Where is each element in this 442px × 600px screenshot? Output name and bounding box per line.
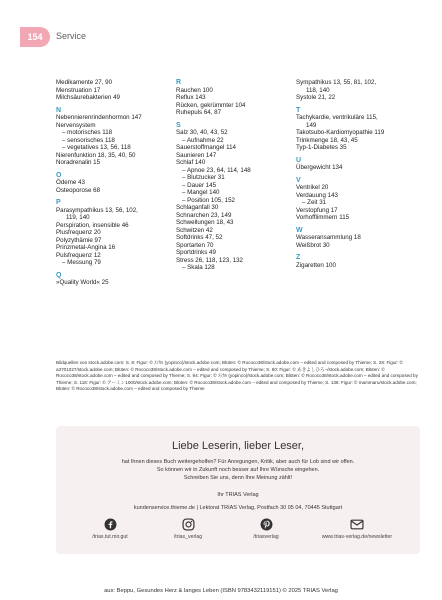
social-label-newsletter: www.trias-verlag.de/newsletter [321, 534, 393, 540]
index-entry: Sportdrinks 49 [176, 249, 216, 256]
index-entry: Verstopfung 17 [296, 206, 338, 214]
index-entry: Ventrikel 20 [296, 184, 329, 191]
social-link-pinterest[interactable] [226, 518, 306, 540]
section-title: Service [56, 31, 87, 41]
feedback-line-2: So können wir in Zukunft noch besser auf Ihre Wünsche eingehen. [156, 467, 320, 474]
index-letter-heading: R [176, 79, 182, 86]
social-label-facebook: /trias.tut.mir.gut [92, 534, 128, 540]
index-letter-heading: S [176, 121, 181, 129]
page-number: 154 [20, 27, 50, 47]
index-entry: Plusfrequenz 20 [56, 229, 101, 236]
index-entry: Saunieren 147 [176, 151, 217, 159]
index-letter-heading: V [296, 176, 301, 184]
index-subentry: – Position 105, 152 [182, 196, 235, 204]
index-entry: Nierenfunktion 18, 35, 40, 50 [56, 151, 136, 159]
index-subentry: – motorisches 118 [62, 129, 113, 136]
index-entry: Tachykardie, ventrikuläre 115, [296, 114, 378, 121]
index-column-1 [56, 79, 166, 287]
index-entry: Trinkmenge 18, 43, 45 [296, 136, 358, 144]
index-entry: Übergewicht 134 [296, 164, 343, 171]
index-letter-heading: U [296, 156, 302, 164]
feedback-box [56, 426, 420, 554]
feedback-signature: Ihr TRIAS Verlag [217, 492, 259, 498]
feedback-title: Liebe Leserin, lieber Leser, [171, 440, 305, 452]
feedback-body [74, 458, 402, 483]
index-entry: Prinzmetal-Angina 16 [56, 244, 116, 251]
index-entry: Takotsubo-Kardiomyopathie 119 [296, 129, 385, 136]
index-entry: Verdauung 143 [296, 191, 338, 199]
index-entry: Salz 30, 40, 43, 52 [176, 129, 228, 136]
index-entry-continuation: 118, 140 [306, 86, 330, 94]
index-entry: Pulsfrequenz 12 [56, 251, 101, 259]
index-entry: Schlaganfall 30 [176, 204, 219, 211]
index-entry: Osteoporose 68 [56, 186, 101, 194]
social-label-pinterest: /triasverlag [253, 534, 279, 540]
index-letter-heading: T [296, 106, 301, 114]
index-entry: Rücken, gekrümmter 104 [176, 101, 246, 109]
index-letter-heading: W [296, 226, 303, 234]
index-entry: Systole 21, 22 [296, 94, 336, 101]
index-entry-continuation: 149 [306, 121, 317, 129]
index-letter-heading: P [56, 199, 61, 206]
source-footer: aus: Beppu, Gesundes Herz & langes Leben (ISBN 9783432119151) © 2025 TRIAS Verlag [104, 588, 338, 594]
index-entry: Sportarten 70 [176, 241, 214, 249]
index-entry: Typ-1-Diabetes 35 [296, 144, 347, 151]
index-subentry: – Mangel 140 [182, 189, 220, 196]
index-entry: Polyzythämie 97 [56, 236, 102, 244]
index-entry: Nervensystem [56, 121, 96, 129]
feedback-line-1: hat Ihnen dieses Buch weitergeholfen? Für Anregungen, Kritik, aber auch für Lob sind wir offen. [121, 459, 355, 465]
index-entry: Weißbrot 30 [296, 241, 330, 249]
instagram-icon [182, 518, 195, 531]
mail-icon [350, 518, 364, 531]
index-entry: Parasympathikus 13, 56, 102, [56, 206, 138, 214]
index-entry: Sympathikus 13, 55, 81, 102, [296, 79, 377, 86]
social-link-newsletter[interactable] [302, 518, 412, 540]
index-entry: Schnarchen 23, 149 [176, 211, 232, 219]
index-entry: Ruhepuls 64, 87 [176, 109, 222, 116]
pinterest-icon [260, 518, 273, 531]
index-entry: Milchsäurebakterien 49 [56, 94, 120, 101]
index-entry: Menstruation 17 [56, 86, 101, 94]
page-header [0, 0, 442, 44]
index-entry: Medikamente 27, 90 [56, 79, 113, 86]
index-entry: Schlaf 140 [176, 159, 206, 166]
index-letter-heading: N [56, 106, 62, 114]
index-subentry: – Aufnahme 22 [182, 136, 224, 144]
image-credits: Bildquellen von stock.adobe.com: S. 8: Figur: © ﾒｼｶﾙ (yopinco)/stock.adobe.com; Blüten: © Rococo38/stock.adobe.com – edited and composed by Thieme; S. 28: Figur: © a3701027/stock.adobe.com; Blüten: © Rococo38/stock.adobe.com – edited and composed by Thieme; S. 60: Figur: © あきよしひろ–/stock.adobe.com; Blüten: © Rococo38/stock.adobe.com – edited and composed by Thieme; S. 94: Figur: © ﾒｼｶﾙ (yopinco)/stock.adobe.com; Blüten: © Rococo38/stock.adobe.com – edited and composed by Thieme; S. 116: Figur: © アーミン1000/stock.adobe.com; Blüten: © Rococo38/stock.adobe.com – edited and composed by Thieme; S. 136: Figur: © mammaru/stock.adobe.com; Blüten: © Rococo38/stock.adobe.com – edited and composed by Thieme [56, 360, 418, 392]
feedback-line-3: Schreiben Sie uns, denn Ihre Meinung zählt! [183, 475, 293, 482]
index-subentry: – Dauer 145 [182, 181, 217, 189]
index-entry: Zigaretten 100 [296, 261, 336, 269]
index-entry: Softdrinks 47, 52 [176, 234, 223, 241]
index-entry: Reflux 143 [176, 94, 206, 101]
social-label-instagram: /trias_verlag [173, 534, 203, 540]
index-subentry: – Messung 79 [62, 259, 101, 266]
index-subentry: – Zeit 31 [302, 199, 327, 206]
index-subentry: – Apnoe 23, 64, 114, 148 [182, 166, 251, 174]
index-entry: Sauerstoffmangel 114 [176, 144, 236, 151]
index-entry-continuation: 119, 140 [66, 214, 90, 221]
index-entry: Stress 26, 118, 123, 132 [176, 256, 243, 264]
index-entry: Vorhofflimmern 115 [296, 214, 350, 221]
social-links [56, 518, 420, 554]
index-subentry: – vegetatives 13, 56, 118 [62, 144, 131, 151]
index-entry: Perspiration, insensible 46 [56, 221, 129, 229]
index-entry: Rauchen 100 [176, 86, 213, 94]
index-entry: Noradrenalin 15 [56, 159, 101, 166]
index-entry: Wasseransammlung 18 [296, 234, 361, 241]
index-entry: Schwitzen 42 [176, 226, 213, 234]
social-link-instagram[interactable] [148, 518, 228, 540]
index-column-2 [176, 79, 286, 272]
index-letter-heading: Q [56, 271, 62, 279]
index-subentry: – Blutzucker 31 [182, 174, 225, 181]
index-entry: »Quality World« 25 [56, 279, 109, 286]
facebook-icon [104, 518, 117, 531]
index-column-3 [296, 79, 416, 269]
index-entry: Ödeme 43 [56, 179, 85, 186]
feedback-contact: kundenservice.thieme.de | Lektorat TRIAS Verlag, Postfach 30 05 04, 70445 Stuttgart [133, 505, 343, 511]
index-subentry: – Skala 128 [182, 264, 215, 271]
index-subentry: – sensorisches 118 [62, 136, 115, 144]
index-letter-heading: Z [296, 254, 301, 261]
social-link-facebook[interactable] [70, 518, 150, 540]
index-entry: Schwellungen 18, 43 [176, 219, 234, 226]
index-entry: Nebennierenrindenhormon 147 [56, 114, 142, 121]
index-letter-heading: O [56, 171, 62, 179]
